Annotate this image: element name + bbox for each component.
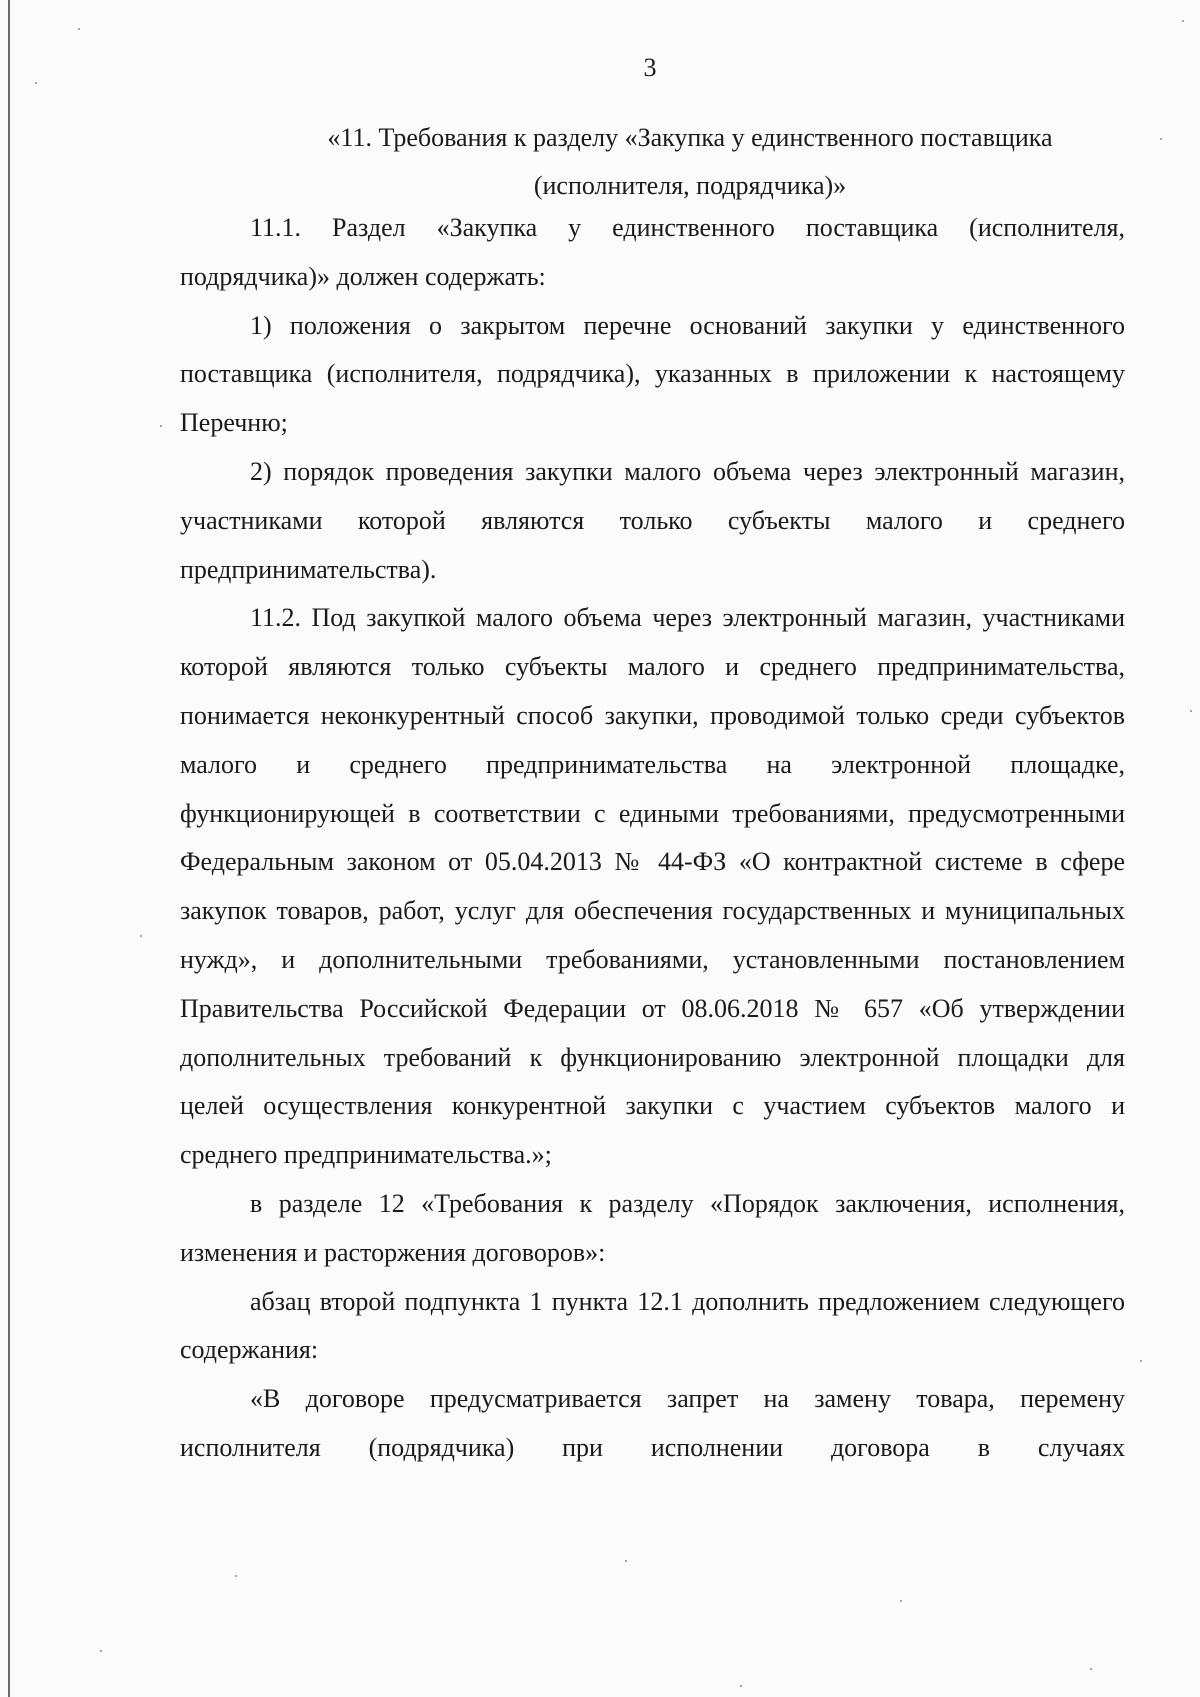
scan-speck [78, 28, 80, 30]
scan-speck [100, 1650, 102, 1652]
scan-speck [235, 1575, 237, 1577]
page-number: 3 [643, 53, 657, 82]
scan-speck [1090, 1668, 1092, 1670]
section-heading-line-1: «11. Требования к разделу «Закупка у единственного поставщика [327, 123, 1053, 152]
paragraph-11-2: 11.2. Под закупкой малого объема через электронный магазин, участниками которой являются только субъекты малого и среднего предпринимательства, понимается неконкурентный способ закупки, проводимой только среди субъектов малого и среднего предпринимательства на электронной площадке, функционирующей в соответствии с едиными требованиями, предусмотренными Федеральным законом от 05.04.2013 № 44-ФЗ «О контрактной системе в сфере закупок товаров, работ, услуг для обеспечения государственных и муниципальных нужд», и дополнительными требованиями, установленными постановлением Правительства Российской Федерации от 08.06.2018 № 657 «Об утверждении дополнительных требований к функционированию электронной площадки для целей осуществления конкурентной закупки с участием субъектов малого и среднего предпринимательства.»; [180, 603, 1125, 1170]
paragraph-11-1: 11.1. Раздел «Закупка у единственного поставщика (исполнителя, подрядчика)» должен содержать: [180, 213, 1125, 291]
section-heading [260, 114, 1120, 210]
scan-speck [1140, 1360, 1142, 1362]
scan-speck [740, 1685, 742, 1687]
scan-speck [160, 425, 162, 427]
section-heading-line-2: (исполнителя, подрядчика)» [533, 171, 847, 200]
paragraph-item-2: 2) порядок проведения закупки малого объема через электронный магазин, участниками которой являются только субъекты малого и среднего предпринимательства). [180, 456, 1125, 584]
scan-speck [1190, 710, 1192, 712]
paragraph-amendment: абзац второй подпункта 1 пункта 12.1 дополнить предложением следующего содержания: [180, 1286, 1125, 1365]
page-edge-line [8, 0, 10, 1697]
scan-speck [140, 935, 142, 937]
document-body [180, 204, 1125, 1473]
scan-speck [1182, 20, 1184, 22]
scan-speck [35, 82, 37, 84]
paragraph-contract-clause: «В договоре предусматривается запрет на замену товара, перемену исполнителя (подрядчика) при исполнении договора в случаях [180, 1384, 1125, 1462]
paragraph-section-12: в разделе 12 «Требования к разделу «Порядок заключения, исполнения, изменения и расторжения договоров»: [180, 1188, 1125, 1267]
scan-speck [1160, 138, 1162, 140]
paragraph-item-1: 1) положения о закрытом перечне оснований закупки у единственного поставщика (исполнителя, подрядчика), указанных в приложении к настоящему Перечню; [180, 310, 1125, 438]
scan-speck [900, 1600, 902, 1602]
scan-speck [625, 1560, 627, 1562]
